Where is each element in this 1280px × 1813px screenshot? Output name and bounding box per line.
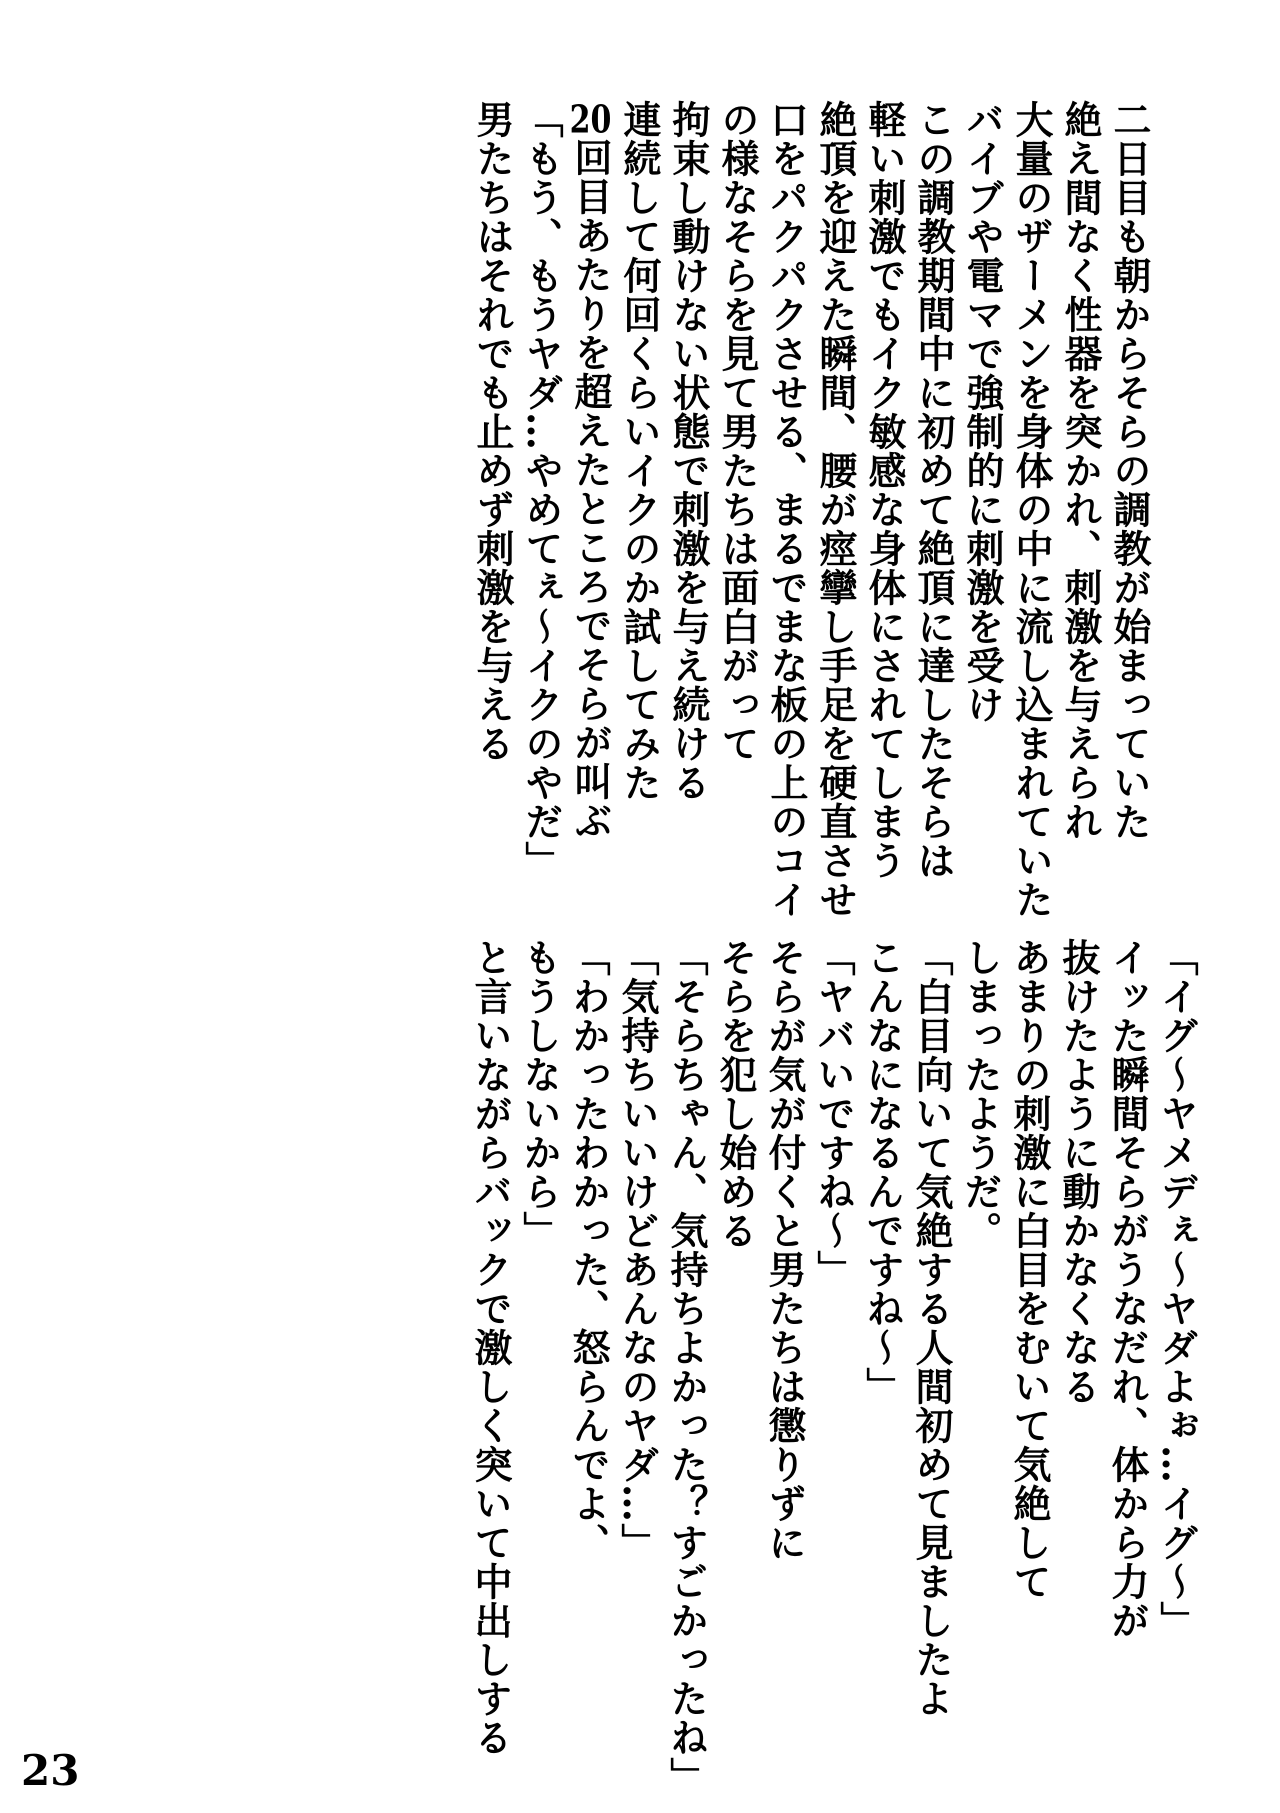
text-line: 軽い刺激でもイク敏感な身体にされてしまう bbox=[862, 100, 907, 880]
text-line: もうしないから」 bbox=[517, 938, 562, 1250]
text-line: 「白目向いて気絶する人間初めて見ましたよ bbox=[909, 938, 954, 1718]
text-line: 「イグ～ヤメデぇ～ヤダよぉ…イグ～」 bbox=[1154, 938, 1199, 1640]
text-line: しまったようだ。 bbox=[958, 938, 1003, 1250]
text-line: と言いながらバックで激しく突いて中出しする bbox=[468, 938, 513, 1757]
text-line: バイブや電マで強制的に刺激を受け bbox=[960, 100, 1005, 724]
text-line: この調教期間中に初めて絶頂に達したそらは bbox=[911, 100, 956, 880]
text-line: 抜けたように動かなくなる bbox=[1056, 938, 1101, 1406]
text-line: 連続して何回くらいイクのか試してみた bbox=[617, 100, 662, 802]
text-line: 口をパクパクさせる、まるでまな板の上のコイ bbox=[764, 100, 809, 919]
text-line: 「わかったわかった、怒らんでよ、 bbox=[566, 938, 611, 1562]
page-number: 23 bbox=[21, 1746, 80, 1795]
text-line: 「気持ちいいけどあんなのヤダ…」 bbox=[615, 938, 660, 1562]
text-line: こんなになるんですね～」 bbox=[860, 938, 905, 1406]
text-line: 拘束し動けない状態で刺激を与え続ける bbox=[666, 100, 711, 802]
text-line: 大量のザーメンを身体の中に流し込まれていた bbox=[1009, 100, 1054, 919]
text-line: 絶頂を迎えた瞬間、腰が痙攣し手足を硬直させ bbox=[813, 100, 858, 919]
text-line: そらを犯し始める bbox=[713, 938, 758, 1250]
text-line bbox=[566, 100, 615, 950]
text-line: の様なそらを見て男たちは面白がって bbox=[715, 100, 760, 763]
text-line: 男たちはそれでも止めず刺激を与える bbox=[470, 100, 515, 763]
text-line: あまりの刺激に白目をむいて気絶して bbox=[1007, 938, 1052, 1601]
top-text-block bbox=[468, 100, 1154, 950]
text-line: 「そらちゃん、気持ちよかった？すごかったね」 bbox=[664, 938, 709, 1796]
bottom-text-block bbox=[466, 938, 1201, 1796]
text-line-rest: 回目あたりを超えたところでそらが叫ぶ bbox=[568, 138, 613, 840]
text-line: イッた瞬間そらがうなだれ、体から力が bbox=[1105, 938, 1150, 1640]
tcy-number: 20 bbox=[569, 100, 612, 138]
text-line: そらが気が付くと男たちは懲りずに bbox=[762, 938, 807, 1562]
text-line: 絶え間なく性器を突かれ、刺激を与えられ bbox=[1058, 100, 1103, 841]
text-line: 二日目も朝からそらの調教が始まっていた bbox=[1107, 100, 1152, 841]
text-line: 「もう、もうヤダ…やめてぇ～イクのやだ」 bbox=[519, 100, 564, 880]
text-line: 「ヤバいですね～」 bbox=[811, 938, 856, 1289]
